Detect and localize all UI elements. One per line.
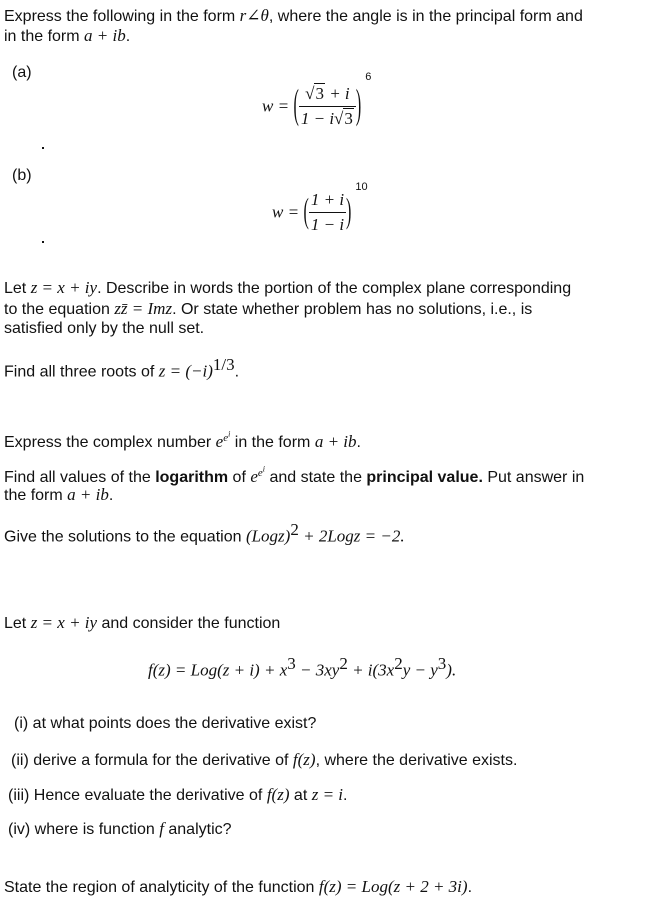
intro-text: Express the following in the form (4, 8, 240, 25)
bold-text: logarithm (155, 468, 229, 486)
part-a-exponent: 6 (365, 71, 372, 84)
exponent-2: i (228, 429, 231, 438)
subpart-text: Hence evaluate the derivative of (33, 787, 267, 804)
text: . Or state whether problem has no solutions, i.e., is (172, 301, 533, 318)
polar-form-math: r∠θ (239, 6, 269, 25)
subpart-text: at (289, 787, 312, 804)
exponent: e (257, 466, 263, 479)
math: e (215, 431, 224, 451)
math: + i(3x (347, 660, 395, 680)
subpart-label: (iii) (8, 787, 30, 804)
part-b-equation (272, 181, 368, 235)
part-b-num: 1 + i (309, 190, 346, 213)
exponent: 2 (394, 654, 403, 673)
exponent: 3 (287, 654, 296, 673)
rect-form-math: a + ib (84, 26, 126, 45)
math: z = x + iy (30, 613, 98, 632)
intro-text-2: in the form (4, 28, 85, 45)
subpart-label: (iv) (8, 821, 31, 838)
math: zz̄ = Imz (114, 299, 173, 318)
text: Put answer in (482, 468, 585, 486)
part-b-lhs: w = (272, 202, 300, 222)
exponent: 2 (339, 654, 348, 673)
math: y − y (402, 660, 438, 680)
subpart-i (14, 715, 316, 733)
q-let-line-2 (4, 299, 532, 319)
math: e (250, 466, 258, 486)
math: f(z) = Log(z + i) + x (148, 660, 288, 680)
intro-text-tail: , where the angle is in the principal form and (268, 8, 583, 25)
math: f (159, 819, 164, 838)
intro-line-2 (4, 26, 130, 46)
q-func-intro (4, 613, 280, 633)
exponent-2: i (262, 464, 265, 473)
subpart-ii (11, 750, 517, 770)
math: − 3xy (295, 660, 340, 680)
math: z = i (311, 785, 344, 804)
right-paren: ) (355, 83, 362, 128)
subpart-text: derive a formula for the derivative of (33, 752, 293, 769)
exponent: 3 (437, 654, 447, 673)
math: a + ib (67, 485, 109, 504)
exponent: 2 (290, 520, 299, 539)
math: + 2Logz = −2. (298, 526, 405, 546)
text: . (108, 487, 114, 504)
part-b-fraction (309, 190, 346, 235)
math: z = (−i) (158, 361, 213, 381)
left-paren: ( (303, 192, 309, 231)
part-b-label: (b) (12, 167, 32, 184)
subpart-text: at what points does the derivative exist? (32, 715, 317, 732)
part-a-fraction: $\frac{√3 + i}{1 - i√3}$ (299, 84, 356, 129)
left-paren: ( (293, 83, 299, 128)
text: . (234, 363, 240, 381)
text: Find all three roots of (4, 363, 159, 381)
q-region (4, 877, 472, 897)
intro-line-1 (4, 6, 583, 26)
q-log-line-1 (4, 464, 584, 487)
part-a-lhs: w = (262, 96, 290, 116)
bullet-dot (42, 147, 44, 149)
text: and consider the function (97, 615, 281, 632)
text: State the region of analyticity of the function (4, 879, 319, 896)
subpart-label: (i) (14, 715, 29, 732)
part-a-den-head: 1 − i (300, 109, 335, 128)
q-let-line-3: satisfied only by the null set. (4, 320, 205, 337)
part-a-label: (a) (12, 64, 32, 81)
text: Let (4, 615, 31, 632)
exponent: e (223, 431, 229, 444)
q-solve (4, 520, 405, 546)
math: f(z) (292, 750, 316, 769)
exponent: 1/3 (212, 355, 235, 374)
part-a-num-tail: + i (324, 84, 350, 103)
math: a + ib (314, 431, 357, 451)
part-b-den: 1 − i (310, 215, 345, 234)
text: . Describe in words the portion of the complex plane corresponding (97, 280, 572, 297)
math: z = x + iy (30, 278, 98, 297)
right-paren: ) (346, 192, 352, 231)
bold-text: principal value. (366, 468, 483, 486)
text: Express the complex number (4, 433, 216, 451)
text: . (356, 433, 361, 451)
q-log-line-2 (4, 485, 113, 505)
text: Find all values of the (4, 468, 156, 486)
math: f(z) (266, 785, 290, 804)
math: (Logz) (245, 526, 291, 546)
subpart-iv (8, 819, 232, 839)
part-b-exponent: 10 (355, 181, 368, 194)
text: . (467, 879, 473, 896)
text: in the form (230, 433, 315, 451)
intro-end: . (125, 28, 131, 45)
subpart-text: analytic? (163, 821, 232, 838)
part-a-num-root: 3 (315, 84, 324, 103)
text: Let (4, 280, 31, 297)
text: of (228, 468, 251, 486)
part-a-den-root: 3 (344, 109, 353, 128)
q-roots (4, 355, 239, 381)
q-express (4, 429, 361, 452)
subpart-text: . (343, 787, 348, 804)
function-definition (148, 654, 456, 681)
text: the form (4, 487, 68, 504)
text: to the equation (4, 301, 115, 318)
text: Give the solutions to the equation (4, 528, 246, 546)
part-a-equation (262, 71, 372, 129)
subpart-iii (8, 785, 347, 805)
subpart-text: , where the derivative exists. (315, 752, 518, 769)
subpart-label: (ii) (11, 752, 29, 769)
math: ). (446, 660, 457, 680)
q-let-line-1 (4, 278, 571, 298)
text: and state the (265, 468, 367, 486)
bullet-dot (42, 241, 44, 243)
subpart-text: where is function (34, 821, 160, 838)
math: f(z) = Log(z + 2 + 3i) (318, 877, 468, 896)
